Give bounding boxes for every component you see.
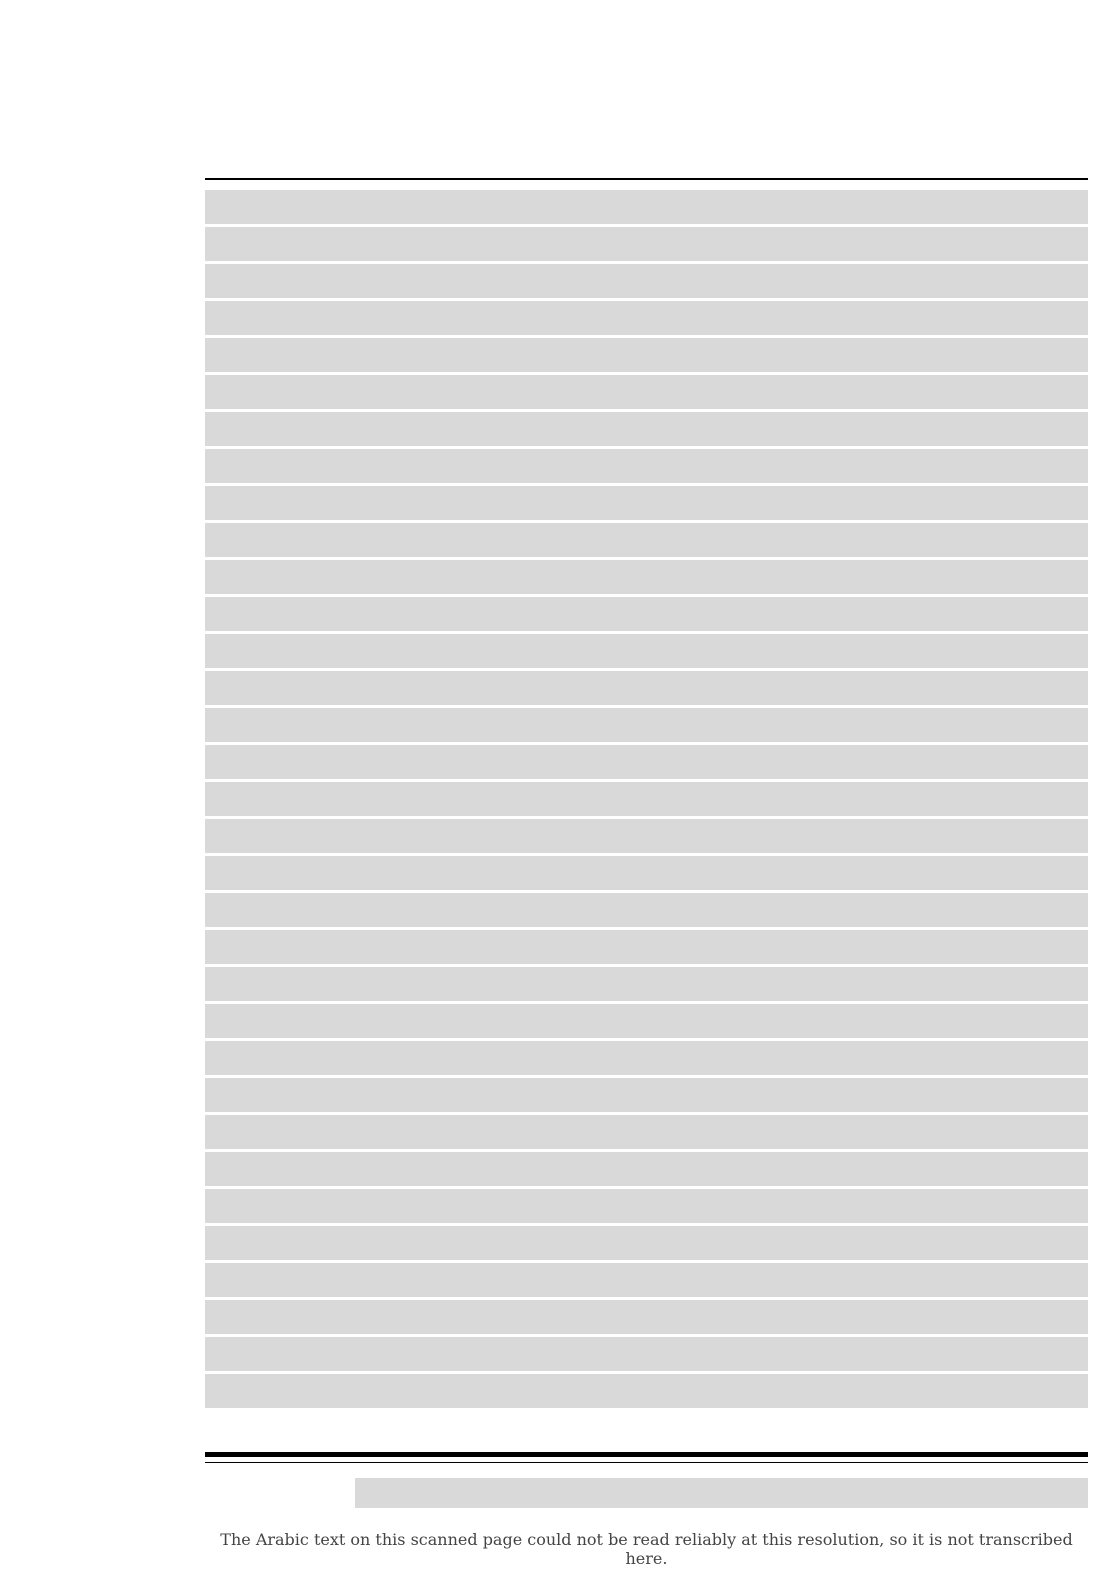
main-text-block bbox=[205, 190, 1088, 1450]
text-line bbox=[205, 523, 1088, 557]
text-line bbox=[205, 264, 1088, 298]
text-line bbox=[205, 634, 1088, 668]
text-line bbox=[205, 1004, 1088, 1038]
text-line bbox=[205, 967, 1088, 1001]
text-line bbox=[205, 1374, 1088, 1408]
text-line bbox=[205, 930, 1088, 964]
footnote-line bbox=[355, 1478, 1088, 1508]
text-line bbox=[205, 190, 1088, 224]
text-line bbox=[205, 338, 1088, 372]
text-line bbox=[205, 782, 1088, 816]
header-rule bbox=[205, 178, 1088, 180]
text-line bbox=[205, 856, 1088, 890]
footnote-rule-thin bbox=[205, 1462, 1088, 1463]
text-line bbox=[205, 486, 1088, 520]
text-line bbox=[205, 745, 1088, 779]
text-line bbox=[205, 1041, 1088, 1075]
text-line bbox=[205, 1189, 1088, 1223]
text-line bbox=[205, 597, 1088, 631]
text-line bbox=[205, 1078, 1088, 1112]
text-line bbox=[205, 449, 1088, 483]
text-line bbox=[205, 1300, 1088, 1334]
text-line bbox=[205, 412, 1088, 446]
text-line bbox=[205, 671, 1088, 705]
text-line bbox=[205, 1152, 1088, 1186]
text-line bbox=[205, 560, 1088, 594]
text-line bbox=[205, 1115, 1088, 1149]
text-line bbox=[205, 893, 1088, 927]
transcription-notice: The Arabic text on this scanned page could not be read reliably at this resolution, so it is not transcribed here. bbox=[220, 1530, 1073, 1568]
text-line bbox=[205, 819, 1088, 853]
text-line bbox=[205, 1337, 1088, 1371]
footnote-rule bbox=[205, 1452, 1088, 1457]
text-line bbox=[205, 375, 1088, 409]
text-line bbox=[205, 301, 1088, 335]
text-line bbox=[205, 708, 1088, 742]
text-line bbox=[205, 227, 1088, 261]
text-line bbox=[205, 1263, 1088, 1297]
text-line bbox=[205, 1226, 1088, 1260]
